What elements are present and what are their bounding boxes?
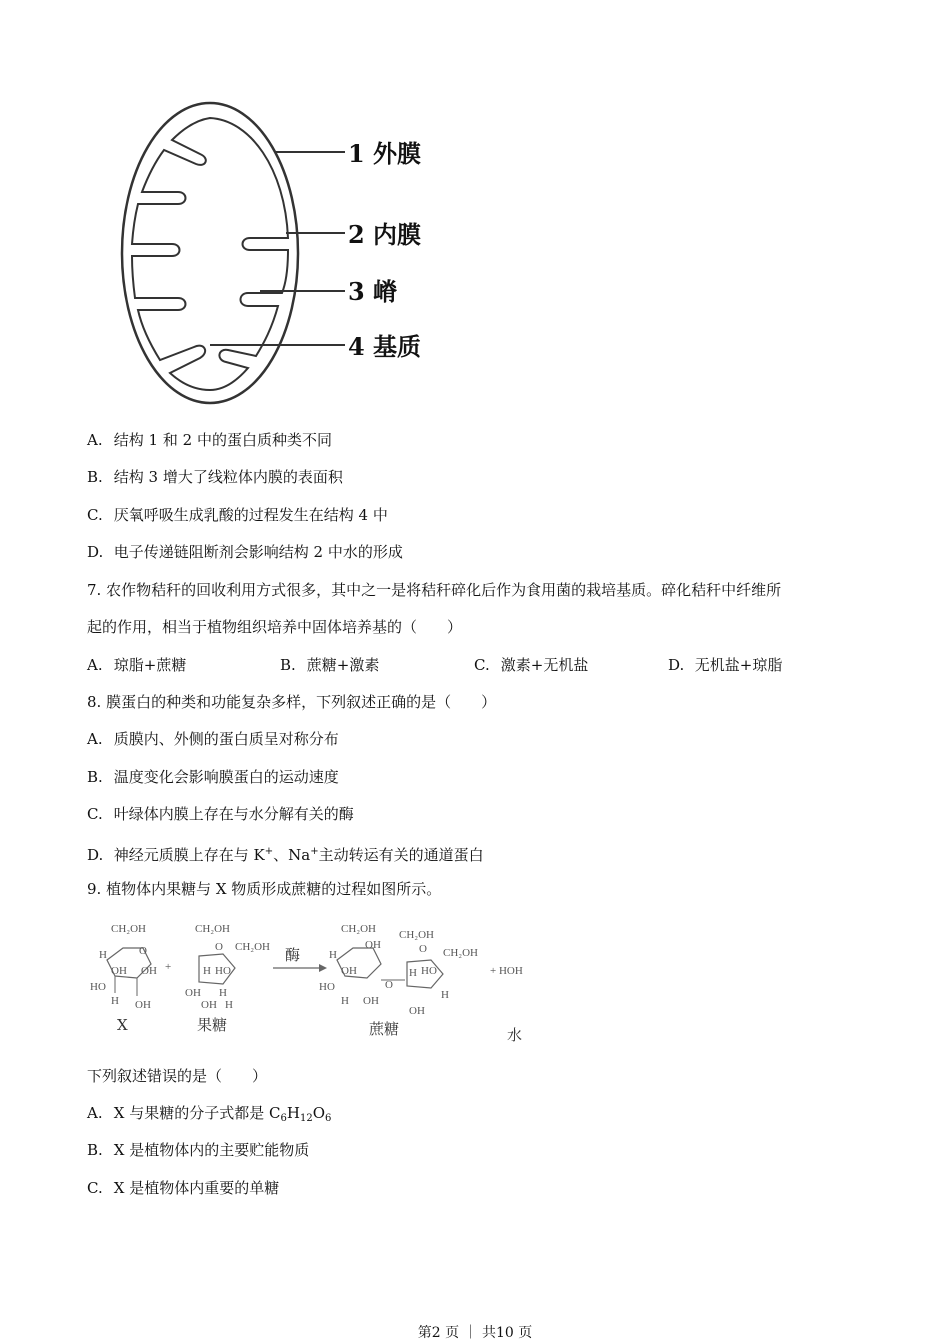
svg-text:O: O bbox=[419, 943, 427, 955]
svg-text:OH: OH bbox=[363, 995, 379, 1007]
option-text: 结构 1 和 2 中的蛋白质种类不同 bbox=[113, 431, 332, 449]
water-formula: + HOH bbox=[490, 965, 523, 977]
option-letter: A. bbox=[87, 730, 103, 748]
label-x: X bbox=[117, 1016, 128, 1034]
plus-sign: + bbox=[165, 961, 172, 973]
label-enzyme: 酶 bbox=[285, 946, 301, 964]
q9-question: 下列叙述错误的是（ ） bbox=[87, 1067, 268, 1085]
svg-text:CH₂OH: CH₂OH bbox=[111, 923, 147, 935]
q9-option-c bbox=[87, 1178, 279, 1198]
option-text: 结构 3 增大了线粒体内膜的表面积 bbox=[113, 468, 343, 486]
option-letter: B. bbox=[87, 468, 103, 486]
glucose-x-structure bbox=[90, 923, 157, 1011]
option-letter: A. bbox=[87, 1104, 103, 1122]
label-outer-membrane: 1 外膜 bbox=[348, 139, 422, 168]
svg-text:H: H bbox=[219, 987, 227, 999]
svg-text:HO: HO bbox=[421, 965, 437, 977]
q6-option-a bbox=[87, 430, 332, 450]
svg-text:OH: OH bbox=[135, 999, 151, 1011]
sucrose-formation-diagram bbox=[85, 918, 545, 1048]
svg-text:CH₂OH: CH₂OH bbox=[341, 923, 377, 935]
svg-text:OH: OH bbox=[409, 1005, 425, 1017]
mitochondrion-diagram bbox=[100, 88, 460, 418]
option-letter: C. bbox=[87, 1179, 103, 1197]
q7-option-b bbox=[280, 655, 379, 675]
svg-text:H: H bbox=[329, 949, 337, 961]
svg-text:H: H bbox=[341, 995, 349, 1007]
option-text: 温度变化会影响膜蛋白的运动速度 bbox=[113, 768, 339, 786]
sucrose-structure bbox=[319, 923, 478, 1017]
label-matrix: 4 基质 bbox=[348, 332, 422, 361]
q7-option-d bbox=[668, 655, 782, 675]
svg-text:H: H bbox=[441, 989, 449, 1001]
option-letter: C. bbox=[87, 805, 103, 823]
svg-text:O: O bbox=[385, 979, 393, 991]
svg-text:OH: OH bbox=[141, 965, 157, 977]
q9-option-a bbox=[87, 1103, 331, 1129]
option-letter: B. bbox=[280, 656, 296, 674]
svg-text:CH₂OH: CH₂OH bbox=[195, 923, 231, 935]
q8-option-a bbox=[87, 729, 339, 749]
outer-membrane bbox=[122, 103, 298, 403]
q6-option-d bbox=[87, 542, 403, 562]
option-text: 质膜内、外侧的蛋白质呈对称分布 bbox=[113, 730, 339, 748]
option-text: X 与果糖的分子式都是 $C_6H_{12}O_6$ bbox=[113, 1104, 332, 1124]
q6-option-c bbox=[87, 505, 388, 525]
inner-membrane-cristae bbox=[132, 118, 288, 390]
svg-text:CH₂OH: CH₂OH bbox=[399, 929, 435, 941]
q7-option-a bbox=[87, 655, 186, 675]
q8-option-d bbox=[87, 842, 484, 865]
option-text: 无机盐+琼脂 bbox=[694, 656, 783, 674]
option-text: 叶绿体内膜上存在与水分解有关的酶 bbox=[113, 805, 354, 823]
page-footer: 第2 页 ｜ 共10 页 bbox=[417, 1325, 533, 1341]
svg-text:H: H bbox=[409, 967, 417, 979]
option-text: 蔗糖+激素 bbox=[306, 656, 380, 674]
label-cristae: 3 嵴 bbox=[348, 277, 398, 306]
option-text: 琼脂+蔗糖 bbox=[113, 656, 187, 674]
q6-option-b bbox=[87, 467, 343, 487]
label-fructose: 果糖 bbox=[197, 1016, 228, 1034]
svg-text:OH: OH bbox=[201, 999, 217, 1011]
q7-stem-line2: 起的作用，相当于植物组织培养中固体培养基的（ ） bbox=[87, 618, 463, 636]
option-letter: B. bbox=[87, 1141, 103, 1159]
q8-option-c bbox=[87, 804, 354, 824]
option-letter: A. bbox=[87, 431, 103, 449]
svg-text:OH: OH bbox=[365, 939, 381, 951]
option-letter: A. bbox=[87, 656, 103, 674]
svg-text:HO: HO bbox=[319, 981, 335, 993]
q7-option-c bbox=[474, 655, 588, 675]
label-sucrose: 蔗糖 bbox=[369, 1020, 400, 1038]
svg-text:HO: HO bbox=[90, 981, 106, 993]
option-letter: D. bbox=[87, 543, 104, 561]
option-text: X 是植物体内的主要贮能物质 bbox=[113, 1141, 310, 1159]
svg-text:H: H bbox=[225, 999, 233, 1011]
option-text: 神经元质膜上存在与 K+、Na+主动转运有关的通道蛋白 bbox=[113, 846, 484, 864]
option-letter: C. bbox=[474, 656, 490, 674]
svg-text:H: H bbox=[99, 949, 107, 961]
svg-text:HO: HO bbox=[215, 965, 231, 977]
svg-text:H: H bbox=[203, 965, 211, 977]
q8-option-b bbox=[87, 767, 339, 787]
svg-text:OH: OH bbox=[341, 965, 357, 977]
q9-stem: 9. 植物体内果糖与 X 物质形成蔗糖的过程如图所示。 bbox=[87, 880, 442, 898]
q7-stem-line1: 7. 农作物秸秆的回收利用方式很多，其中之一是将秸秆碎化后作为食用菌的栽培基质。碎化秸秆中纤维所 bbox=[87, 581, 782, 599]
fructose-structure bbox=[185, 923, 270, 1011]
svg-text:OH: OH bbox=[111, 965, 127, 977]
svg-text:O: O bbox=[139, 945, 147, 957]
option-letter: D. bbox=[87, 846, 104, 864]
option-text: 电子传递链阻断剂会影响结构 2 中水的形成 bbox=[113, 543, 403, 561]
option-text: 厌氧呼吸生成乳酸的过程发生在结构 4 中 bbox=[113, 506, 388, 524]
svg-text:O: O bbox=[215, 941, 223, 953]
option-letter: B. bbox=[87, 768, 103, 786]
option-letter: D. bbox=[668, 656, 685, 674]
q8-stem: 8. 膜蛋白的种类和功能复杂多样，下列叙述正确的是（ ） bbox=[87, 693, 497, 711]
option-letter: C. bbox=[87, 506, 103, 524]
option-text: 激素+无机盐 bbox=[500, 656, 589, 674]
option-text: X 是植物体内重要的单糖 bbox=[113, 1179, 280, 1197]
svg-text:CH₂OH: CH₂OH bbox=[443, 947, 479, 959]
svg-text:H: H bbox=[111, 995, 119, 1007]
svg-text:OH: OH bbox=[185, 987, 201, 999]
label-inner-membrane: 2 内膜 bbox=[348, 220, 422, 249]
q9-option-b bbox=[87, 1140, 309, 1160]
label-water: 水 bbox=[507, 1026, 523, 1044]
svg-text:CH₂OH: CH₂OH bbox=[235, 941, 271, 953]
